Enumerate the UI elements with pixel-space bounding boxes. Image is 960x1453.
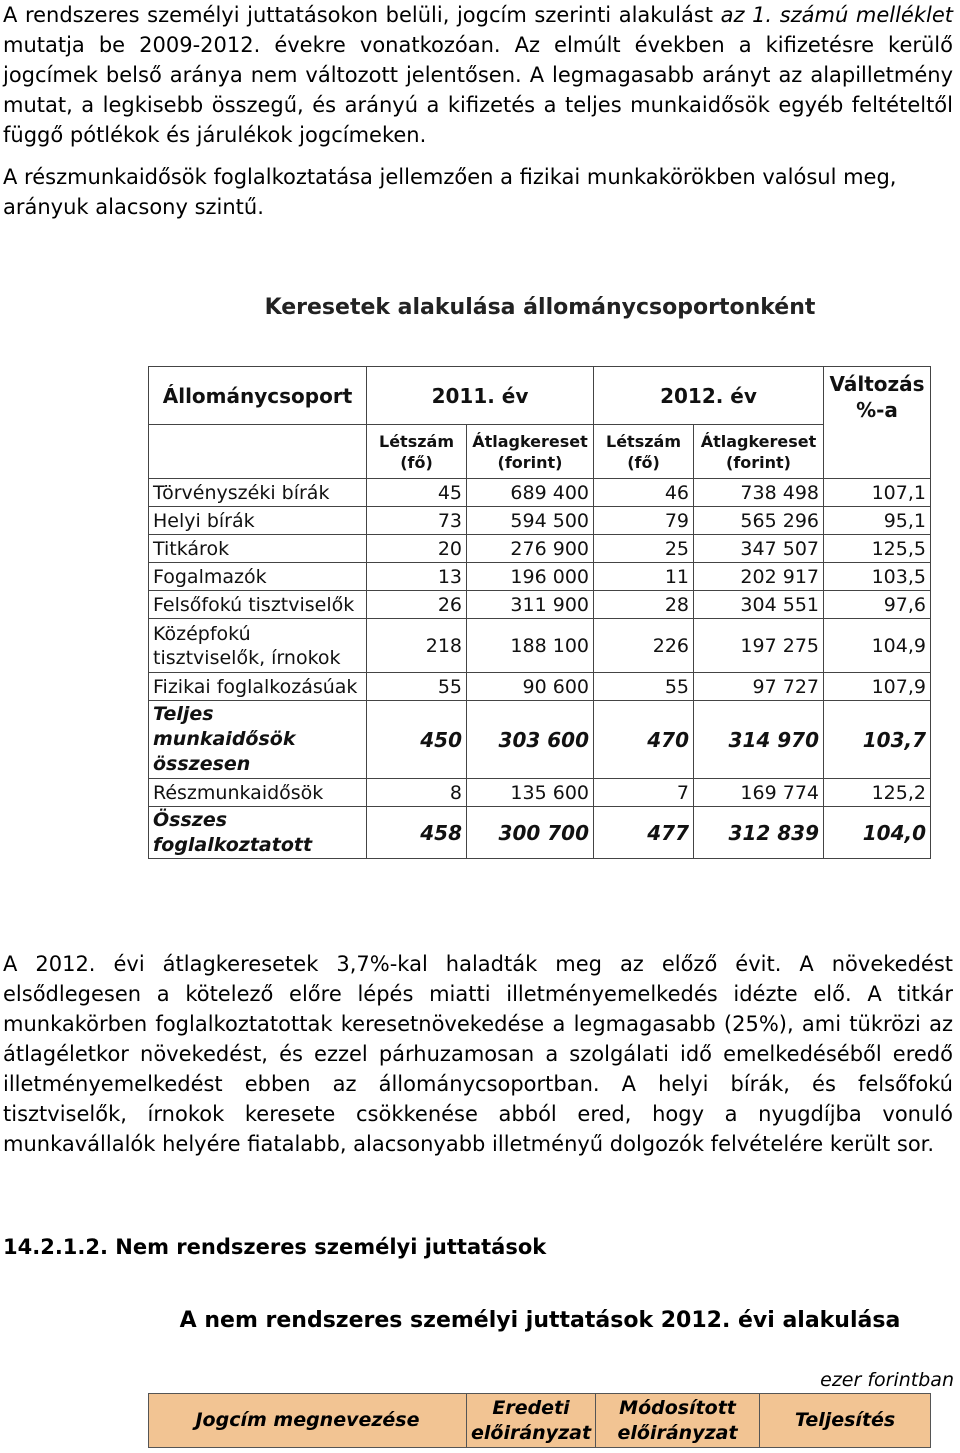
header-change: Változás %-a bbox=[824, 367, 931, 479]
row-avg-salary-2012: 314 970 bbox=[694, 701, 824, 779]
row-name: Felsőfokú tisztviselők bbox=[149, 591, 367, 619]
row-headcount-2012: 25 bbox=[594, 535, 694, 563]
header-year-2012: 2012. év bbox=[594, 367, 824, 425]
header-avg-salary-2011: Átlagkereset (forint) bbox=[467, 425, 594, 479]
header-headcount-2012: Létszám (fő) bbox=[594, 425, 694, 479]
bonus-table bbox=[148, 1393, 931, 1448]
table-row bbox=[149, 535, 931, 563]
row-name: Helyi bírák bbox=[149, 507, 367, 535]
row-name: Törvényszéki bírák bbox=[149, 479, 367, 507]
row-change: 104,9 bbox=[824, 619, 931, 673]
row-change: 107,1 bbox=[824, 479, 931, 507]
row-avg-salary-2012: 197 275 bbox=[694, 619, 824, 673]
unit-note: ezer forintban bbox=[820, 1369, 954, 1391]
salary-table-title: Keresetek alakulása állománycsoportonként bbox=[264, 295, 816, 320]
row-avg-salary-2011: 594 500 bbox=[467, 507, 594, 535]
header-headcount-2011: Létszám (fő) bbox=[367, 425, 467, 479]
table-row bbox=[149, 779, 931, 807]
row-headcount-2012: 11 bbox=[594, 563, 694, 591]
row-name: Titkárok bbox=[149, 535, 367, 563]
row-change: 107,9 bbox=[824, 673, 931, 701]
header-empty bbox=[149, 425, 367, 479]
row-avg-salary-2011: 276 900 bbox=[467, 535, 594, 563]
bonus-table-title: A nem rendszeres személyi juttatások 2012. évi alakulása bbox=[179, 1308, 901, 1333]
table-row bbox=[149, 563, 931, 591]
row-headcount-2011: 8 bbox=[367, 779, 467, 807]
table-row bbox=[149, 479, 931, 507]
intro-text-1: A rendszeres személyi juttatásokon belüli, jogcím szerinti alakulást bbox=[3, 3, 713, 27]
row-headcount-2011: 73 bbox=[367, 507, 467, 535]
intro-paragraph-1 bbox=[3, 0, 953, 150]
row-headcount-2012: 226 bbox=[594, 619, 694, 673]
table-row bbox=[149, 591, 931, 619]
bonus-header-original: Eredeti előirányzat bbox=[467, 1394, 596, 1448]
table-row bbox=[149, 701, 931, 779]
table-row bbox=[149, 507, 931, 535]
row-change: 125,2 bbox=[824, 779, 931, 807]
row-headcount-2011: 45 bbox=[367, 479, 467, 507]
row-name: Részmunkaidősök bbox=[149, 779, 367, 807]
row-avg-salary-2011: 196 000 bbox=[467, 563, 594, 591]
row-headcount-2011: 26 bbox=[367, 591, 467, 619]
row-headcount-2012: 28 bbox=[594, 591, 694, 619]
table-row bbox=[149, 807, 931, 859]
salary-table bbox=[148, 366, 931, 859]
header-year-2011: 2011. év bbox=[367, 367, 594, 425]
row-headcount-2012: 7 bbox=[594, 779, 694, 807]
row-avg-salary-2011: 135 600 bbox=[467, 779, 594, 807]
row-avg-salary-2012: 565 296 bbox=[694, 507, 824, 535]
row-avg-salary-2011: 90 600 bbox=[467, 673, 594, 701]
row-name: Középfokú tisztviselők, írnokok bbox=[149, 619, 367, 673]
salary-header-row bbox=[149, 367, 931, 425]
header-avg-salary-2012: Átlagkereset (forint) bbox=[694, 425, 824, 479]
intro-text-2: mutatja be 2009-2012. évekre vonatkozóan. Az elmúlt években a kifizetésre kerülő jogcímek belső aránya nem változott jelentősen. A legmagasabb arányt az alapilletmény mutat, a legkisebb összegű, és arányú a kifizetés a teljes munkaidősök egyéb feltételtől függő pótlékok és járulékok jogcímeken. bbox=[3, 33, 953, 147]
row-change: 103,7 bbox=[824, 701, 931, 779]
row-change: 95,1 bbox=[824, 507, 931, 535]
row-headcount-2011: 13 bbox=[367, 563, 467, 591]
body-paragraph: A 2012. évi átlagkeresetek 3,7%-kal haladták meg az előző évit. A növekedést elsődlegesen a kötelező előre lépés miatti illetményemelkedés idézte elő. A titkár munkakörben foglalkoztatottak keresetnövekedése a legmagasabb (25%), ami tükrözi az átlagéletkor növekedést, és ezzel párhuzamosan a szolgálati idő emelkedéséből eredő illetményemelkedést ebben az állománycsoportban. A helyi bírák, és felsőfokú tisztviselők, írnokok keresete csökkenése abból ered, hogy a nyugdíjba vonuló munkavállalók helyére fiatalabb, alacsonyabb illetményű dolgozók felvételére került sor. bbox=[3, 952, 953, 1156]
row-headcount-2011: 20 bbox=[367, 535, 467, 563]
bonus-header-actual: Teljesítés bbox=[760, 1394, 931, 1448]
row-headcount-2011: 450 bbox=[367, 701, 467, 779]
intro-paragraph-2: A részmunkaidősök foglalkoztatása jellemzően a fizikai munkakörökben valósul meg, arányuk alacsony szintű. bbox=[3, 165, 897, 219]
salary-subheader-row bbox=[149, 425, 931, 479]
row-name: Összes foglalkoztatott bbox=[149, 807, 367, 859]
row-name: Teljes munkaidősök összesen bbox=[149, 701, 367, 779]
row-name: Fizikai foglalkozásúak bbox=[149, 673, 367, 701]
table-row bbox=[149, 619, 931, 673]
annex-reference: az 1. számú melléklet bbox=[720, 3, 953, 27]
row-avg-salary-2011: 689 400 bbox=[467, 479, 594, 507]
row-avg-salary-2012: 312 839 bbox=[694, 807, 824, 859]
row-headcount-2011: 218 bbox=[367, 619, 467, 673]
bonus-header-row bbox=[149, 1394, 931, 1448]
row-change: 104,0 bbox=[824, 807, 931, 859]
row-headcount-2012: 477 bbox=[594, 807, 694, 859]
row-headcount-2012: 46 bbox=[594, 479, 694, 507]
row-headcount-2012: 55 bbox=[594, 673, 694, 701]
row-avg-salary-2012: 347 507 bbox=[694, 535, 824, 563]
row-avg-salary-2011: 300 700 bbox=[467, 807, 594, 859]
row-headcount-2012: 79 bbox=[594, 507, 694, 535]
row-avg-salary-2012: 202 917 bbox=[694, 563, 824, 591]
row-name: Fogalmazók bbox=[149, 563, 367, 591]
row-change: 125,5 bbox=[824, 535, 931, 563]
row-avg-salary-2012: 304 551 bbox=[694, 591, 824, 619]
row-avg-salary-2012: 738 498 bbox=[694, 479, 824, 507]
row-avg-salary-2011: 303 600 bbox=[467, 701, 594, 779]
section-heading: 14.2.1.2. Nem rendszeres személyi juttatások bbox=[3, 1235, 547, 1259]
row-headcount-2011: 55 bbox=[367, 673, 467, 701]
table-row bbox=[149, 673, 931, 701]
row-avg-salary-2012: 97 727 bbox=[694, 673, 824, 701]
row-avg-salary-2011: 311 900 bbox=[467, 591, 594, 619]
bonus-header-name: Jogcím megnevezése bbox=[149, 1394, 467, 1448]
header-group: Állománycsoport bbox=[149, 367, 367, 425]
row-avg-salary-2011: 188 100 bbox=[467, 619, 594, 673]
row-headcount-2011: 458 bbox=[367, 807, 467, 859]
salary-table-body bbox=[149, 479, 931, 859]
row-change: 103,5 bbox=[824, 563, 931, 591]
bonus-header-modified: Módosított előirányzat bbox=[596, 1394, 760, 1448]
row-change: 97,6 bbox=[824, 591, 931, 619]
row-headcount-2012: 470 bbox=[594, 701, 694, 779]
row-avg-salary-2012: 169 774 bbox=[694, 779, 824, 807]
